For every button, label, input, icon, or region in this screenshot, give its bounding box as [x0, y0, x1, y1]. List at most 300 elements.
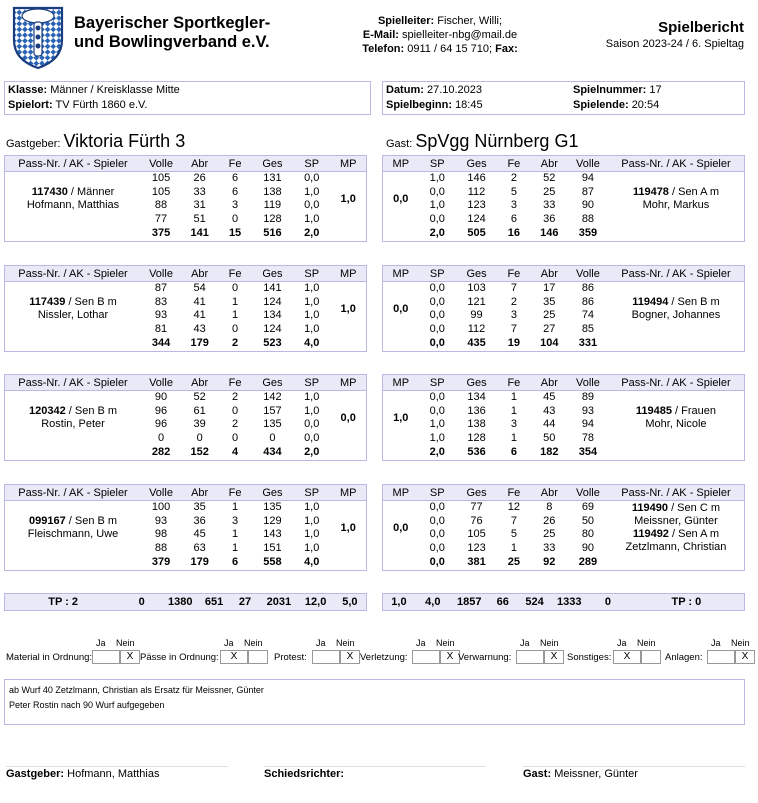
player-cell — [5, 391, 142, 446]
score-cell: 90 — [154, 391, 168, 404]
pass-number: 119490 — [631, 502, 669, 515]
column-header: Volle — [141, 375, 181, 391]
score-cell: 157 — [263, 404, 282, 417]
score-cell: 100 — [151, 501, 171, 514]
match-point: 1,0 — [393, 411, 409, 424]
grand-total-cell: 1857 — [456, 596, 482, 608]
player-name: Hofmann, Matthias — [26, 199, 120, 212]
score-cell: 105 — [467, 528, 486, 541]
home-totals-row — [4, 593, 367, 611]
column-header: Ges — [456, 266, 497, 282]
score-cell: 1 — [232, 541, 239, 554]
grand-total-cell: 1380 — [167, 596, 193, 608]
score-cell: 52 — [543, 172, 556, 185]
score-cell: 138 — [467, 418, 486, 431]
score-cell: 33 — [543, 541, 556, 554]
total-cell: 375 — [151, 227, 171, 239]
player-cell — [608, 501, 745, 556]
empty-cell — [5, 336, 142, 351]
score-cell: 1,0 — [304, 309, 320, 322]
score-cell: 121 — [467, 295, 486, 308]
score-cell: 74 — [581, 309, 595, 322]
check-label: Anlagen: — [665, 652, 703, 663]
score-cell: 112 — [467, 322, 486, 335]
score-cell: 25 — [543, 309, 556, 322]
age-class: / Männer — [67, 186, 115, 199]
total-cell: 182 — [540, 446, 559, 458]
check-label: Sonstiges: — [567, 652, 612, 663]
spielnummer-value: 17 — [649, 84, 662, 96]
column-header: MP — [330, 266, 366, 282]
player-cell — [608, 282, 745, 337]
score-cell: 41 — [193, 295, 206, 308]
grand-total-cell: 0 — [138, 596, 145, 608]
nein-checkbox[interactable] — [248, 650, 268, 664]
check-group — [360, 638, 459, 666]
score-cell: 1,0 — [304, 404, 320, 417]
check-group — [6, 638, 139, 666]
empty-cell — [608, 336, 745, 351]
total-cell: 6 — [510, 446, 517, 458]
ja-heading: Ja — [96, 638, 106, 648]
score-cell: 76 — [470, 514, 483, 527]
score-cell: 98 — [154, 528, 168, 541]
spielende-label: Spielende: — [573, 99, 629, 111]
player-cell — [5, 172, 142, 227]
total-cell: 516 — [263, 227, 282, 239]
column-header: Fe — [497, 375, 530, 391]
column-header: Fe — [497, 156, 530, 172]
score-cell: 0 — [157, 431, 165, 444]
score-cell: 0,0 — [429, 212, 445, 225]
ja-checkbox[interactable]: X — [613, 650, 641, 664]
score-cell: 151 — [263, 541, 282, 554]
column-header: Volle — [141, 156, 181, 172]
player-cell — [5, 282, 142, 337]
column-header: MP — [330, 485, 366, 501]
total-cell: 379 — [151, 556, 171, 568]
guest-player-block — [382, 374, 745, 461]
column-header: Fe — [497, 485, 530, 501]
age-class: / Sen C m — [668, 502, 720, 515]
score-cell: 1,0 — [429, 199, 445, 212]
player-name: Mohr, Nicole — [645, 418, 707, 431]
ja-heading: Ja — [224, 638, 234, 648]
score-cell: 43 — [193, 322, 206, 335]
player-name: Zetzlmann, Christian — [625, 541, 727, 554]
grand-total-cell: 1333 — [556, 596, 582, 608]
score-cell: 81 — [154, 322, 168, 335]
score-cell: 2 — [510, 295, 517, 308]
email-value[interactable]: spielleiter-nbg@mail.de — [402, 29, 518, 41]
total-cell: 179 — [190, 556, 209, 568]
score-cell: 119 — [263, 199, 282, 212]
score-cell: 77 — [470, 501, 483, 514]
score-cell: 143 — [263, 528, 282, 541]
score-cell: 0,0 — [429, 541, 445, 554]
total-cell: 4,0 — [304, 337, 320, 349]
empty-cell — [330, 336, 366, 351]
total-cell: 2,0 — [429, 227, 445, 239]
guest-player-block — [382, 265, 745, 352]
score-cell: 33 — [193, 185, 206, 198]
pass-number: 120342 — [28, 405, 66, 418]
klasse-label: Klasse: — [8, 84, 48, 96]
score-cell: 0,0 — [429, 391, 445, 404]
score-cell: 93 — [154, 514, 168, 527]
nein-heading: Nein — [436, 638, 455, 648]
score-cell: 0 — [232, 322, 239, 335]
total-cell: 2 — [232, 337, 239, 349]
column-header: Fe — [218, 156, 251, 172]
leader-label: Spielleiter: — [377, 15, 435, 27]
pass-number: 117439 — [29, 296, 66, 309]
score-cell: 25 — [543, 185, 556, 198]
ja-heading: Ja — [316, 638, 326, 648]
total-cell: 2,0 — [429, 446, 445, 458]
signature-referee — [264, 766, 486, 780]
score-cell: 78 — [581, 431, 595, 444]
score-cell: 105 — [151, 185, 171, 198]
score-cell: 123 — [467, 541, 486, 554]
score-cell: 7 — [510, 514, 517, 527]
guest-team-heading — [386, 131, 578, 152]
empty-cell — [330, 226, 366, 241]
fax-label: Fax: — [495, 43, 518, 55]
score-cell: 0,0 — [304, 431, 320, 444]
grand-total-cell: 4,0 — [425, 596, 441, 608]
column-header: MP — [330, 375, 366, 391]
grand-total-cell: 66 — [496, 596, 509, 608]
ja-checkbox[interactable] — [92, 650, 120, 664]
spielort-value: TV Fürth 1860 e.V. — [55, 99, 148, 111]
empty-cell — [5, 445, 142, 460]
empty-cell — [608, 555, 745, 570]
score-cell: 69 — [581, 501, 595, 514]
score-cell: 1 — [232, 501, 239, 514]
column-header: Pass-Nr. / AK - Spieler — [608, 375, 745, 391]
score-cell: 146 — [467, 172, 486, 185]
grand-total-cell: 651 — [204, 596, 224, 608]
column-header: Abr — [181, 485, 218, 501]
klasse-value: Männer / Kreisklasse Mitte — [50, 84, 180, 96]
score-cell: 85 — [581, 322, 595, 335]
score-cell: 1 — [232, 528, 239, 541]
check-group — [458, 638, 563, 666]
player-name: Meissner, Günter — [634, 515, 718, 528]
total-cell: 146 — [540, 227, 559, 239]
total-cell: 2,0 — [304, 446, 320, 458]
nein-checkbox[interactable]: X — [440, 650, 460, 664]
score-cell: 124 — [263, 295, 282, 308]
signature-home — [6, 766, 228, 780]
score-cell: 1 — [232, 309, 239, 322]
match-point: 0,0 — [340, 411, 356, 424]
nein-checkbox[interactable]: X — [544, 650, 564, 664]
column-header: MP — [383, 156, 419, 172]
score-cell: 94 — [581, 172, 595, 185]
score-cell: 87 — [154, 282, 168, 295]
column-header: Pass-Nr. / AK - Spieler — [5, 375, 142, 391]
player-name: Nissler, Lothar — [37, 309, 109, 322]
score-cell: 0 — [232, 282, 239, 295]
score-cell: 96 — [154, 418, 168, 431]
score-cell: 103 — [467, 282, 486, 295]
org-line2: und Bowlingverband e.V. — [74, 33, 270, 51]
ja-checkbox[interactable] — [516, 650, 544, 664]
column-header: Ges — [456, 375, 497, 391]
score-cell: 51 — [193, 212, 206, 225]
score-cell: 0,0 — [304, 172, 320, 185]
column-header: Pass-Nr. / AK - Spieler — [5, 266, 142, 282]
check-label: Verletzung: — [360, 652, 408, 663]
report-title: Spielbericht — [658, 19, 744, 36]
grand-total-cell: 524 — [525, 596, 544, 608]
score-cell: 88 — [581, 212, 595, 225]
column-header: SP — [293, 485, 330, 501]
column-header: Ges — [252, 156, 293, 172]
score-cell: 39 — [193, 418, 206, 431]
score-cell: 1,0 — [304, 212, 320, 225]
score-cell: 43 — [543, 404, 556, 417]
nein-heading: Nein — [336, 638, 355, 648]
column-header: SP — [293, 266, 330, 282]
score-cell: 8 — [546, 501, 553, 514]
score-cell: 77 — [154, 212, 168, 225]
sig-home-name: Hofmann, Matthias — [67, 768, 160, 780]
column-header: SP — [419, 375, 456, 391]
score-cell: 2 — [232, 418, 239, 431]
match-info-right — [382, 81, 745, 115]
score-cell: 1,0 — [304, 514, 320, 527]
total-cell: 434 — [263, 446, 282, 458]
score-cell: 1,0 — [304, 541, 320, 554]
pass-number: 119492 — [632, 528, 669, 541]
score-cell: 124 — [467, 212, 486, 225]
ja-checkbox[interactable]: X — [220, 650, 248, 664]
spielbeginn-label: Spielbeginn: — [386, 99, 452, 111]
sig-guest-name: Meissner, Günter — [554, 768, 638, 780]
sig-referee-label: Schiedsrichter: — [264, 768, 345, 780]
guest-player-block — [382, 484, 745, 571]
nein-checkbox[interactable]: X — [120, 650, 140, 664]
column-header: MP — [383, 375, 419, 391]
column-header: Volle — [141, 485, 181, 501]
home-team-name: Viktoria Fürth 3 — [63, 131, 186, 151]
match-point: 1,0 — [340, 192, 356, 205]
total-cell: 331 — [578, 337, 598, 349]
match-info-left — [4, 81, 371, 115]
score-cell: 6 — [232, 185, 239, 198]
score-cell: 124 — [263, 322, 282, 335]
nein-checkbox[interactable] — [641, 650, 661, 664]
column-header: Abr — [531, 266, 568, 282]
score-cell: 89 — [581, 391, 595, 404]
score-cell: 1 — [510, 541, 517, 554]
score-cell: 1,0 — [304, 282, 320, 295]
score-cell: 50 — [581, 514, 595, 527]
home-player-block — [4, 374, 367, 461]
ja-heading: Ja — [711, 638, 721, 648]
score-cell: 26 — [543, 514, 556, 527]
column-header: Abr — [531, 375, 568, 391]
ja-checkbox[interactable] — [707, 650, 735, 664]
score-cell: 128 — [467, 431, 486, 444]
nein-heading: Nein — [637, 638, 656, 648]
score-cell: 1 — [510, 431, 517, 444]
column-header: Abr — [181, 375, 218, 391]
match-point: 0,0 — [393, 521, 409, 534]
total-cell: 92 — [543, 556, 556, 568]
ja-checkbox[interactable] — [312, 650, 340, 664]
grand-total-cell: TP : 0 — [671, 596, 702, 608]
grand-total-cell: 0 — [604, 596, 612, 608]
home-player-block — [4, 265, 367, 352]
total-cell: 16 — [507, 227, 520, 239]
bskv-logo — [8, 4, 68, 70]
score-cell: 41 — [193, 309, 206, 322]
grand-total-cell: 2031 — [266, 596, 292, 608]
column-header: Pass-Nr. / AK - Spieler — [608, 156, 745, 172]
score-cell: 17 — [543, 282, 556, 295]
total-cell: 4 — [232, 446, 239, 458]
score-cell: 0,0 — [429, 295, 445, 308]
empty-cell — [330, 445, 366, 460]
score-cell: 93 — [581, 404, 595, 417]
column-header: Pass-Nr. / AK - Spieler — [608, 266, 745, 282]
phone-label: Telefon: — [362, 43, 405, 55]
datum-label: Datum: — [386, 84, 424, 96]
score-cell: 141 — [263, 282, 282, 295]
score-cell: 0,0 — [429, 282, 445, 295]
grand-total-cell: TP : 2 — [48, 596, 79, 608]
remark-line: Peter Rostin nach 90 Wurf aufgegeben — [9, 700, 165, 710]
nein-checkbox[interactable]: X — [340, 650, 360, 664]
ja-heading: Ja — [520, 638, 530, 648]
spielbeginn-value: 18:45 — [455, 99, 483, 111]
score-cell: 1 — [232, 295, 239, 308]
score-cell: 105 — [151, 172, 171, 185]
score-cell: 0,0 — [429, 528, 445, 541]
age-class: / Sen A m — [668, 186, 720, 199]
score-cell: 94 — [581, 418, 595, 431]
total-cell: 179 — [190, 337, 209, 349]
match-point: 1,0 — [340, 302, 356, 315]
score-cell: 2 — [510, 172, 517, 185]
column-header: Ges — [456, 485, 497, 501]
score-cell: 1,0 — [429, 431, 445, 444]
total-cell: 6 — [232, 556, 239, 568]
score-cell: 0,0 — [429, 309, 445, 322]
age-class: / Sen B m — [668, 296, 720, 309]
column-header: Pass-Nr. / AK - Spieler — [5, 485, 142, 501]
score-cell: 0,0 — [304, 199, 320, 212]
column-header: Pass-Nr. / AK - Spieler — [608, 485, 745, 501]
total-cell: 289 — [578, 556, 598, 568]
score-cell: 0,0 — [429, 404, 445, 417]
total-cell: 25 — [507, 556, 520, 568]
check-label: Verwarnung: — [458, 652, 512, 663]
ja-heading: Ja — [416, 638, 426, 648]
score-cell: 0,0 — [429, 185, 445, 198]
remarks-box — [4, 679, 745, 725]
nein-heading: Nein — [540, 638, 559, 648]
check-label: Pässe in Ordnung: — [140, 652, 219, 663]
empty-cell — [383, 226, 419, 241]
score-cell: 135 — [263, 418, 282, 431]
score-cell: 1,0 — [429, 418, 445, 431]
score-cell: 128 — [263, 212, 282, 225]
empty-cell — [5, 226, 142, 241]
score-cell: 12 — [507, 501, 520, 514]
total-cell: 4,0 — [304, 556, 320, 568]
pass-number: 119478 — [632, 186, 669, 199]
score-cell: 7 — [510, 322, 517, 335]
column-header: Abr — [531, 485, 568, 501]
column-header: Ges — [252, 485, 293, 501]
player-cell — [608, 172, 745, 227]
nein-checkbox[interactable]: X — [735, 650, 755, 664]
season-info: Saison 2023-24 / 6. Spieltag — [605, 38, 744, 50]
grand-total-cell: 5,0 — [342, 596, 358, 608]
score-cell: 44 — [543, 418, 556, 431]
home-team-heading — [6, 131, 185, 152]
column-header: Fe — [497, 266, 530, 282]
column-header: MP — [383, 266, 419, 282]
score-cell: 1,0 — [304, 391, 320, 404]
grand-total-cell: 1,0 — [391, 596, 407, 608]
score-cell: 1 — [510, 404, 517, 417]
grand-total-cell: 12,0 — [304, 596, 327, 608]
nein-heading: Nein — [116, 638, 135, 648]
score-cell: 6 — [510, 212, 517, 225]
total-cell: 0,0 — [429, 337, 445, 349]
score-cell: 99 — [470, 309, 483, 322]
score-cell: 1 — [510, 391, 517, 404]
check-group — [665, 638, 754, 666]
score-cell: 3 — [510, 199, 517, 212]
total-cell: 0,0 — [429, 556, 445, 568]
score-cell: 138 — [263, 185, 282, 198]
total-cell: 2,0 — [304, 227, 320, 239]
empty-cell — [383, 336, 419, 351]
column-header: Volle — [568, 375, 608, 391]
column-header: Volle — [141, 266, 181, 282]
empty-cell — [5, 555, 142, 570]
score-cell: 86 — [581, 282, 595, 295]
score-cell: 2 — [232, 391, 239, 404]
score-cell: 6 — [232, 172, 239, 185]
datum-value: 27.10.2023 — [426, 84, 483, 96]
ja-checkbox[interactable] — [412, 650, 440, 664]
total-cell: 354 — [578, 446, 598, 458]
guest-player-block — [382, 155, 745, 242]
org-name — [74, 14, 270, 52]
signature-guest — [523, 766, 745, 780]
total-cell: 536 — [467, 446, 486, 458]
score-cell: 0 — [232, 431, 239, 444]
phone-value: 0911 / 64 15 710; — [407, 43, 493, 55]
player-name: Fleischmann, Uwe — [27, 528, 119, 541]
score-cell: 87 — [581, 185, 595, 198]
score-cell: 0 — [232, 404, 239, 417]
home-player-block — [4, 155, 367, 242]
org-line1: Bayerischer Sportkegler- — [74, 14, 271, 32]
score-cell: 131 — [263, 172, 282, 185]
empty-cell — [608, 226, 745, 241]
leader-value: Fischer, Willi; — [437, 15, 503, 27]
score-cell: 1,0 — [429, 172, 445, 185]
